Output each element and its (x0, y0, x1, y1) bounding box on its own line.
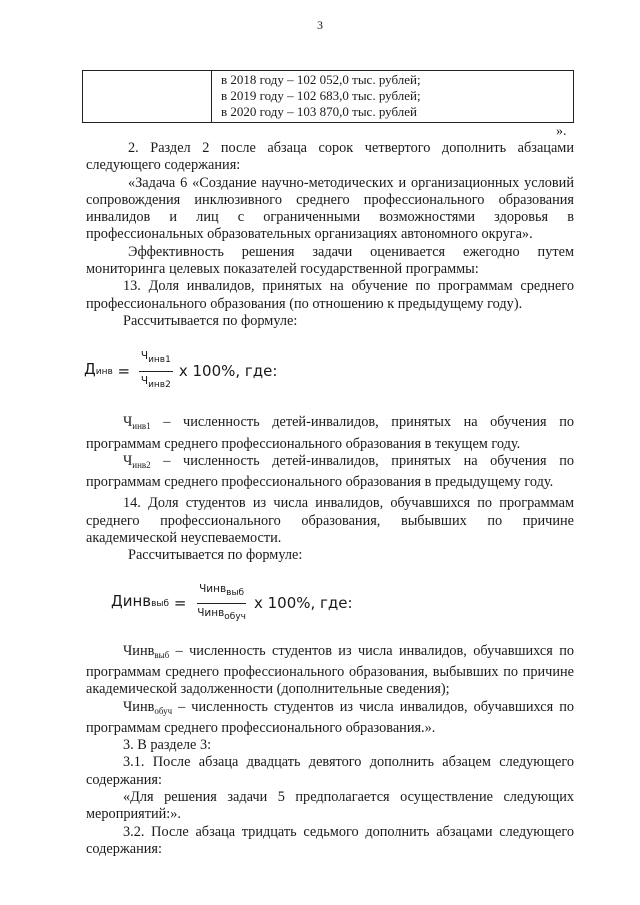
paragraph-task5-measures: «Для решения задачи 5 предполагается осуществление следующих мероприятий:». (86, 789, 574, 823)
definition-chinv-obuch: Чинв$_{обуч}$ – численность студентов из числа инвалидов, обучавшихся по программам среднего профессионального образования.». (86, 698, 574, 736)
table-empty-cell (83, 71, 212, 123)
paragraph-3-1: 3.1. После абзаца двадцать девятого дополнить абзацем следующего содержания: (86, 754, 574, 788)
formula2-equals: = (169, 593, 192, 612)
formula2-tail: x 100%, где: (253, 593, 353, 612)
paragraph-efficiency: Эффективность решения задачи оценивается ежегодно путем мониторинга целевых показателей государственной программы: (86, 243, 574, 278)
paragraph-formula-intro-1: Рассчитывается по формуле: (123, 312, 298, 329)
paragraph-formula-intro-2: Рассчитывается по формуле: (128, 547, 303, 564)
budget-table (82, 70, 574, 123)
paragraph-indicator-13: 13. Доля инвалидов, принятых на обучение по программам среднего профессионального образования (по отношению к предыдущему году). (86, 278, 574, 312)
formula2-fraction (195, 581, 248, 627)
paragraph-task6: «Задача 6 «Создание научно-методических и организационных условий сопровождения инклюзивного среднего профессионального образования инвалидов и лиц с ограниченными возможностями здоровья в профессиональных образовательных организациях автономного округа». (86, 174, 574, 243)
funding-2020: в 2020 году – 103 870,0 тыс. рублей (221, 104, 417, 119)
paragraph-section2-amendment: 2. Раздел 2 после абзаца сорок четвертого дополнить абзацами следующего содержания: (86, 140, 574, 174)
page-number: 3 (317, 18, 323, 32)
funding-2019: в 2019 году – 102 683,0 тыс. рублей; (221, 88, 421, 103)
formula1-lhs: Д инв (84, 360, 113, 379)
formula1-numerator: Чинв1 (139, 348, 173, 371)
formula2-lhs: Динв выб (111, 592, 170, 611)
formula1-tail: x 100%, где: (178, 361, 278, 380)
paragraph-3-2: 3.2. После абзаца тридцать седьмого дополнить абзацами следующего содержания: (86, 823, 574, 857)
formula-disabled-share (84, 350, 574, 390)
paragraph-indicator-14: 14. Доля студентов из числа инвалидов, обучавшихся по программам среднего профессионального образования, выбывших по причине академической неуспеваемости. (86, 495, 574, 547)
definition-chinv-vyb: Чинв$_{выб}$ – численность студентов из числа инвалидов, обучавшихся по программам среднего профессионального образования, выбывших по причине академической задолженности (дополнительные сведения); (86, 642, 574, 698)
table-funding-cell (212, 71, 574, 123)
definition-chinv2: $Ч_{инв2}$ – численность детей-инвалидов, принятых на обучения по программам среднего профессионального образования в предыдущему году. (86, 452, 574, 491)
formula1-equals: = (112, 361, 135, 380)
document-body (86, 140, 574, 858)
closing-quote: ». (556, 124, 567, 139)
formula1-denominator: Чинв2 (140, 374, 171, 390)
funding-2018: в 2018 году – 102 052,0 тыс. рублей; (221, 72, 421, 87)
formula1-fraction (139, 348, 173, 394)
formula-dropout-share (111, 582, 574, 623)
formula2-denominator: Чинвобуч (197, 607, 246, 623)
definition-chinv1: $Ч_{инв1}$ – численность детей-инвалидов, принятых на обучения по программам среднего профессионального образования в текущем году. (86, 414, 574, 452)
paragraph-section3: 3. В разделе 3: (123, 737, 212, 754)
formula2-numerator: Чинввыб (197, 581, 246, 604)
